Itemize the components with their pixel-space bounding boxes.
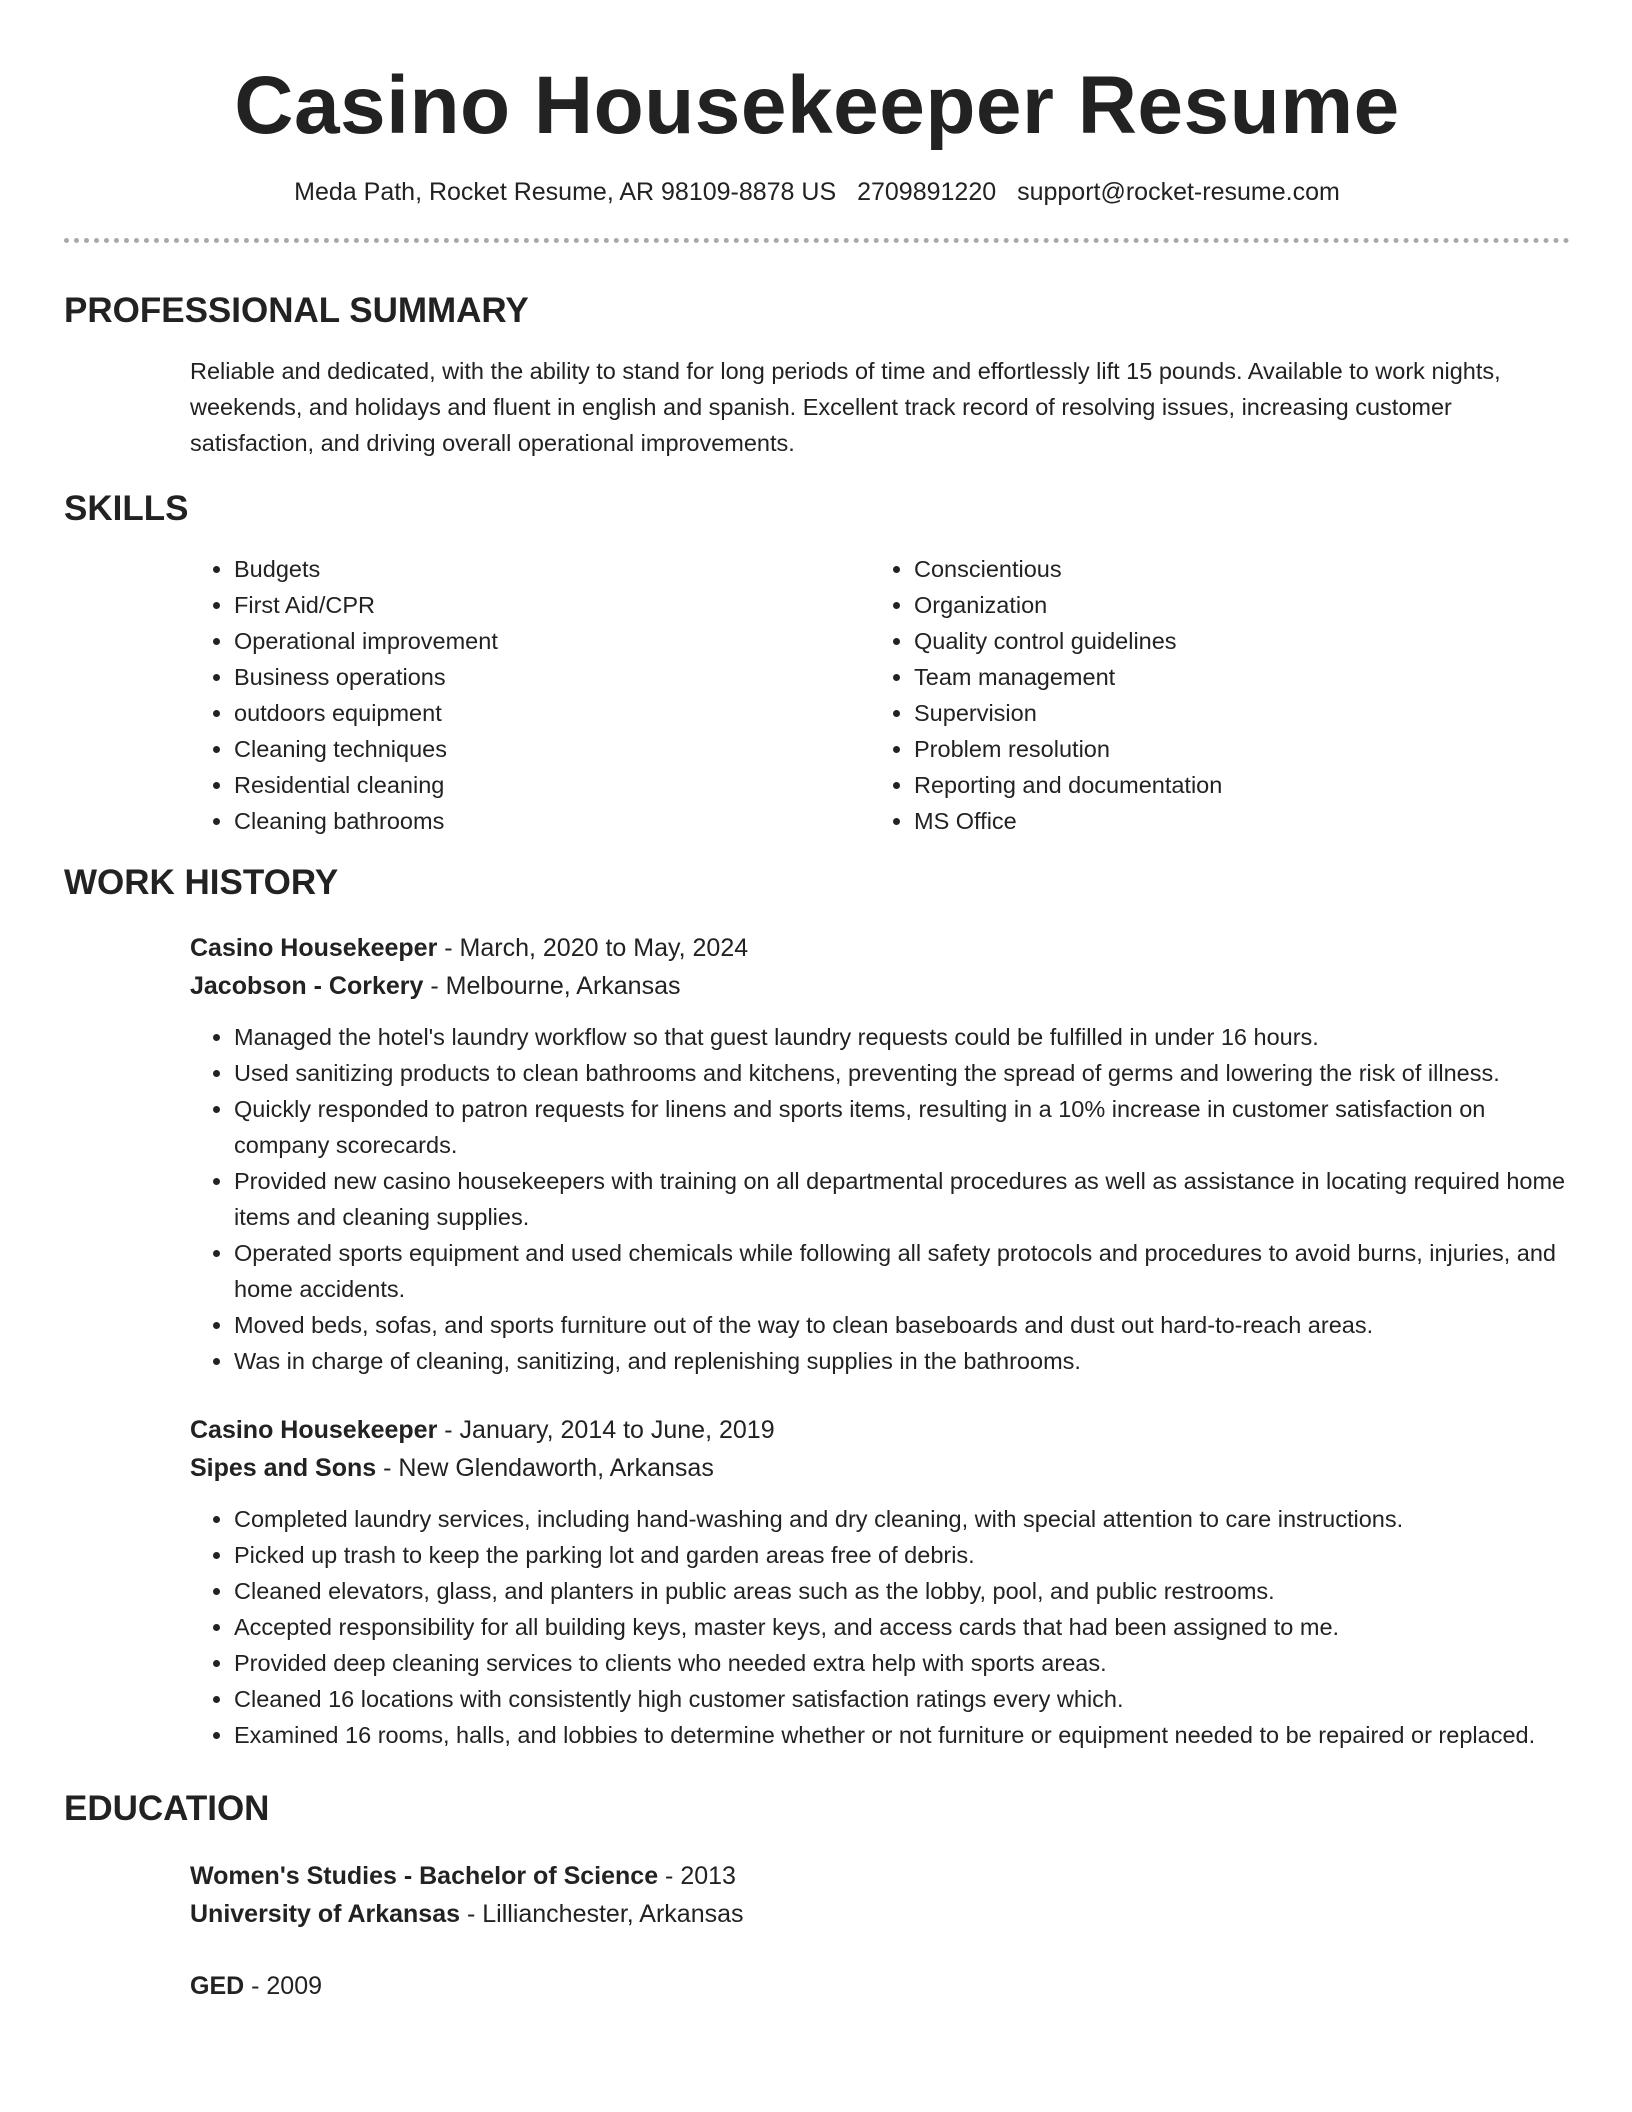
education-year: - 2013 [658, 1862, 736, 1890]
education-heading: EDUCATION [64, 1789, 270, 1828]
resume-title: Casino Housekeeper Resume [234, 60, 1400, 151]
education-degree: Women's Studies - Bachelor of Science [190, 1862, 659, 1890]
skill-item: • Business operations [234, 659, 870, 695]
job-bullet: • Operated sports equipment and used chemicals while following all safety protocols and procedures to avoid burns, injuries, and home accidents. [234, 1235, 1570, 1307]
job-entry [190, 1411, 1570, 1753]
job-bullet: • Picked up trash to keep the parking lot and garden areas free of debris. [234, 1537, 1570, 1573]
job-dates: - January, 2014 to June, 2019 [437, 1416, 775, 1444]
contact-email: support@rocket-resume.com [1017, 178, 1340, 206]
skill-item: • First Aid/CPR [234, 587, 870, 623]
job-entry [190, 929, 1570, 1379]
job-bullets [190, 1501, 1570, 1753]
skill-item: • Reporting and documentation [914, 767, 1554, 803]
education-degree: GED [190, 1972, 245, 2000]
job-bullet: • Moved beds, sofas, and sports furniture out of the way to clean baseboards and dust out hard-to-reach areas. [234, 1307, 1570, 1343]
skill-item: • Cleaning bathrooms [234, 803, 870, 839]
skills-list-left [190, 551, 870, 839]
resume-page [64, 0, 1570, 2005]
education-school-line [190, 1895, 1570, 1933]
skill-item: • Quality control guidelines [914, 623, 1554, 659]
job-bullet: • Completed laundry services, including hand-washing and dry cleaning, with special attention to care instructions. [234, 1501, 1570, 1537]
job-bullet: • Was in charge of cleaning, sanitizing, and replenishing supplies in the bathrooms. [234, 1343, 1570, 1379]
job-bullet: • Examined 16 rooms, halls, and lobbies to determine whether or not furniture or equipment needed to be repaired or replaced. [234, 1717, 1570, 1753]
work-heading: WORK HISTORY [64, 863, 339, 902]
job-bullet: • Used sanitizing products to clean bathrooms and kitchens, preventing the spread of germs and lowering the risk of illness. [234, 1055, 1570, 1091]
job-title-line [190, 1411, 1570, 1449]
job-company-line [190, 1449, 1570, 1487]
header-divider [64, 238, 1570, 243]
job-bullet: • Provided new casino housekeepers with training on all departmental procedures as well as assistance in locating required home items and cleaning supplies. [234, 1163, 1570, 1235]
contact-phone: 2709891220 [857, 178, 997, 206]
skill-item: • Residential cleaning [234, 767, 870, 803]
job-dates: - March, 2020 to May, 2024 [437, 934, 749, 962]
education-degree-line [190, 1857, 1570, 1895]
job-bullets [190, 1019, 1570, 1379]
job-bullet: • Cleaned 16 locations with consistently high customer satisfaction ratings every which. [234, 1681, 1570, 1717]
skill-item: • outdoors equipment [234, 695, 870, 731]
skill-item: • Cleaning techniques [234, 731, 870, 767]
contact-line [64, 176, 1570, 208]
job-title: Casino Housekeeper [190, 934, 438, 962]
job-company: Jacobson - Corkery [190, 972, 424, 1000]
summary-heading: PROFESSIONAL SUMMARY [64, 291, 529, 330]
job-company: Sipes and Sons [190, 1454, 377, 1482]
job-title-line [190, 929, 1570, 967]
job-location: - New Glendaworth, Arkansas [376, 1454, 714, 1482]
skill-item: • Organization [914, 587, 1554, 623]
job-bullet: • Provided deep cleaning services to clients who needed extra help with sports areas. [234, 1645, 1570, 1681]
skill-item: • Team management [914, 659, 1554, 695]
job-company-line [190, 967, 1570, 1005]
skill-item: • Budgets [234, 551, 870, 587]
skill-item: • Conscientious [914, 551, 1554, 587]
skill-item: • Problem resolution [914, 731, 1554, 767]
contact-address: Meda Path, Rocket Resume, AR 98109-8878 US [294, 178, 837, 206]
skill-item: • MS Office [914, 803, 1554, 839]
job-location: - Melbourne, Arkansas [423, 972, 681, 1000]
education-entry [190, 1967, 1570, 2005]
skills-list-right [870, 551, 1554, 839]
skill-item: • Supervision [914, 695, 1554, 731]
education-entry [190, 1857, 1570, 1933]
skill-item: • Operational improvement [234, 623, 870, 659]
job-bullet: • Managed the hotel's laundry workflow so that guest laundry requests could be fulfilled in under 16 hours. [234, 1019, 1570, 1055]
education-school: University of Arkansas [190, 1900, 461, 1928]
education-location: - Lillianchester, Arkansas [460, 1900, 744, 1928]
job-bullet: • Accepted responsibility for all building keys, master keys, and access cards that had been assigned to me. [234, 1609, 1570, 1645]
education-year: - 2009 [244, 1972, 323, 2000]
job-title: Casino Housekeeper [190, 1416, 438, 1444]
education-degree-line [190, 1967, 1570, 2005]
summary-text: Reliable and dedicated, with the ability to stand for long periods of time and effortlessly lift 15 pounds. Available to work nights, weekends, and holidays and fluent in english and spanish. Excellent track record of resolving issues, increasing customer satisfaction, and driving overall operational improvements. [190, 358, 1501, 456]
job-bullet: • Cleaned elevators, glass, and planters in public areas such as the lobby, pool, and public restrooms. [234, 1573, 1570, 1609]
job-bullet: • Quickly responded to patron requests for linens and sports items, resulting in a 10% increase in customer satisfaction on company scorecards. [234, 1091, 1570, 1163]
skills-columns [190, 551, 1570, 839]
skills-heading: SKILLS [64, 489, 189, 528]
